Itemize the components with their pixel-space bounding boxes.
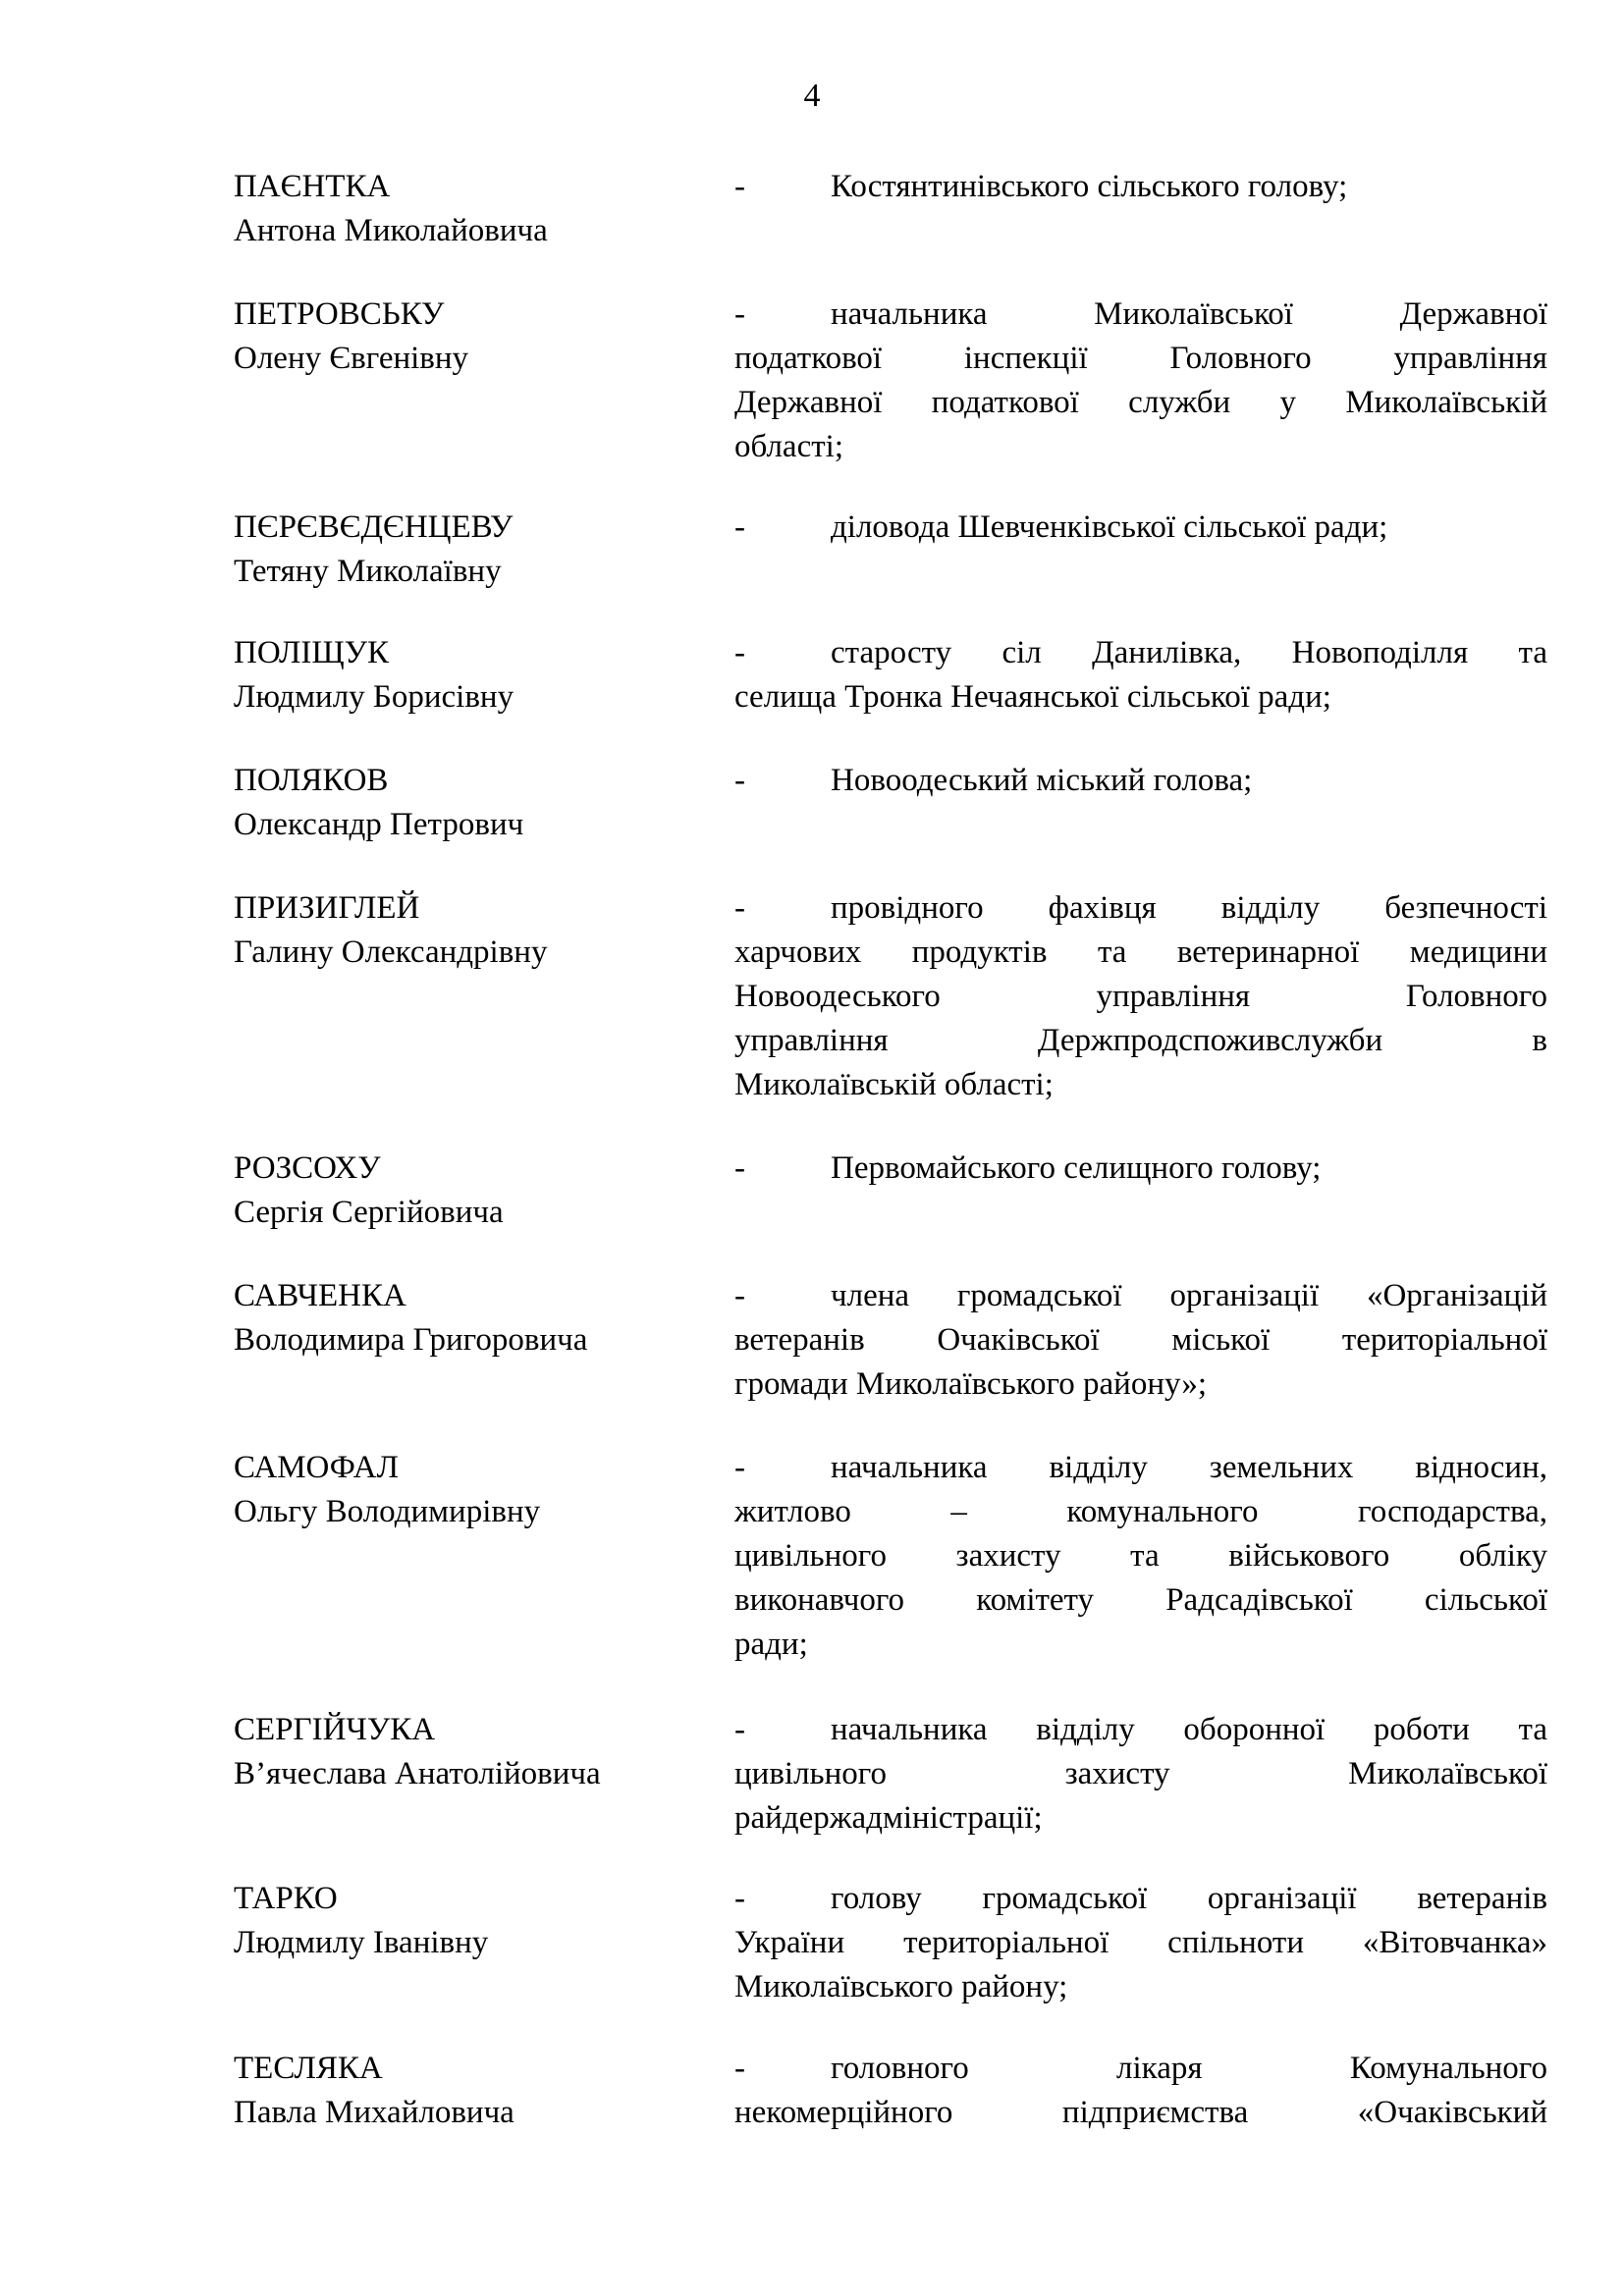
person-name xyxy=(234,2047,725,2135)
dash-separator: - xyxy=(734,1450,745,1485)
surname: ТЕСЛЯКА xyxy=(234,2051,383,2086)
description-line: області; xyxy=(734,429,843,464)
description-line xyxy=(734,506,1547,550)
description-line: цивільного захисту Миколаївської xyxy=(734,1756,1547,1791)
person-name xyxy=(234,759,725,847)
description-line xyxy=(734,631,1547,675)
surname: САМОФАЛ xyxy=(234,1450,399,1485)
description-line: Миколаївського району; xyxy=(734,1969,1068,2004)
description-line xyxy=(734,1877,1547,1921)
dash-separator: - xyxy=(734,1150,745,1186)
description-line: селища Тронка Нечаянської сільської ради; xyxy=(734,679,1331,715)
position-description xyxy=(734,293,1547,469)
given-names: Сергія Сергійовича xyxy=(234,1195,504,1230)
description-text: старосту сіл Данилівка, Новоподілля та xyxy=(831,635,1547,670)
dash-separator: - xyxy=(734,509,745,545)
description-text: діловода Шевченківської сільської ради; xyxy=(831,509,1388,545)
surname: САВЧЕНКА xyxy=(234,1278,406,1313)
description-line: харчових продуктів та ветеринарної медицини xyxy=(734,934,1547,970)
description-line: житлово – комунального господарства, xyxy=(734,1494,1547,1529)
given-names: Володимира Григоровича xyxy=(234,1322,588,1358)
description-line xyxy=(734,759,1547,803)
position-description xyxy=(734,1274,1547,1407)
description-line: Миколаївській області; xyxy=(734,1067,1054,1102)
person-name xyxy=(234,165,725,253)
description-line: податкової інспекції Головного управління xyxy=(734,341,1547,376)
person-name xyxy=(234,506,725,594)
given-names: Антона Миколайовича xyxy=(234,213,548,248)
dash-separator: - xyxy=(734,169,745,204)
position-description xyxy=(734,1446,1547,1667)
description-text: голову громадської організації ветеранів xyxy=(831,1881,1547,1916)
description-line xyxy=(734,2047,1547,2091)
position-description xyxy=(734,1877,1547,2009)
position-description xyxy=(734,631,1547,720)
surname: ПЄРЄВЄДЄНЦЕВУ xyxy=(234,509,514,545)
given-names: Тетяну Миколаївну xyxy=(234,554,502,589)
description-line xyxy=(734,886,1547,931)
surname: ПОЛІЩУК xyxy=(234,635,390,670)
page-number: 4 xyxy=(803,78,821,114)
description-text: Первомайського селищного голову; xyxy=(831,1150,1322,1186)
description-text: Новоодеський міський голова; xyxy=(831,763,1253,798)
person-name xyxy=(234,293,725,381)
description-line: некомерційного підприємства «Очаківський xyxy=(734,2095,1547,2130)
description-line xyxy=(734,165,1547,209)
description-line: Новоодеського управління Головного xyxy=(734,979,1547,1014)
surname: ПОЛЯКОВ xyxy=(234,763,389,798)
description-line: виконавчого комітету Радсадівської сільської xyxy=(734,1582,1547,1618)
dash-separator: - xyxy=(734,890,745,926)
description-text: члена громадської організації «Організацій xyxy=(831,1278,1547,1313)
surname: ПАЄНТКА xyxy=(234,169,391,204)
description-line xyxy=(734,1274,1547,1318)
description-line: ради; xyxy=(734,1627,808,1662)
description-text: начальника відділу оборонної роботи та xyxy=(831,1712,1547,1747)
dash-separator: - xyxy=(734,2051,745,2086)
dash-separator: - xyxy=(734,1278,745,1313)
description-line: ветеранів Очаківської міської територіальної xyxy=(734,1322,1547,1358)
person-name xyxy=(234,1708,725,1796)
description-text: головного лікаря Комунального xyxy=(831,2051,1547,2086)
description-line: громади Миколаївського району»; xyxy=(734,1366,1207,1402)
description-line: Державної податкової служби у Миколаївській xyxy=(734,385,1547,420)
person-name xyxy=(234,886,725,975)
description-line xyxy=(734,1446,1547,1490)
description-text: Костянтинівського сільського голову; xyxy=(831,169,1348,204)
person-name xyxy=(234,1446,725,1534)
position-description xyxy=(734,1147,1547,1191)
given-names: Павла Михайловича xyxy=(234,2095,514,2130)
surname: ПРИЗИГЛЕЙ xyxy=(234,890,420,926)
description-line: райдержадміністрації; xyxy=(734,1800,1043,1836)
dash-separator: - xyxy=(734,1881,745,1916)
description-text: начальника відділу земельних відносин, xyxy=(831,1450,1547,1485)
description-line xyxy=(734,1708,1547,1752)
position-description xyxy=(734,165,1547,209)
dash-separator: - xyxy=(734,296,745,332)
surname: ПЕТРОВСЬКУ xyxy=(234,296,445,332)
person-name xyxy=(234,631,725,720)
person-name xyxy=(234,1274,725,1362)
position-description xyxy=(734,1708,1547,1841)
given-names: Людмилу Іванівну xyxy=(234,1925,489,1960)
given-names: Ольгу Володимирівну xyxy=(234,1494,541,1529)
surname: РОЗСОХУ xyxy=(234,1150,381,1186)
dash-separator: - xyxy=(734,763,745,798)
given-names: Галину Олександрівну xyxy=(234,934,548,970)
description-line: управління Держпродспоживслужби в xyxy=(734,1023,1547,1058)
person-name xyxy=(234,1147,725,1235)
description-line: цивільного захисту та військового обліку xyxy=(734,1538,1547,1574)
position-description xyxy=(734,2047,1547,2135)
given-names: Олександр Петрович xyxy=(234,807,524,842)
given-names: Людмилу Борисівну xyxy=(234,679,514,715)
description-text: начальника Миколаївської Державної xyxy=(831,296,1547,332)
description-line xyxy=(734,1147,1547,1191)
given-names: В’ячеслава Анатолійовича xyxy=(234,1756,601,1791)
position-description xyxy=(734,506,1547,550)
description-line: України територіальної спільноти «Вітовчанка» xyxy=(734,1925,1547,1960)
surname: ТАРКО xyxy=(234,1881,338,1916)
description-text: провідного фахівця відділу безпечності xyxy=(831,890,1547,926)
surname: СЕРГІЙЧУКА xyxy=(234,1712,436,1747)
description-line xyxy=(734,293,1547,337)
person-name xyxy=(234,1877,725,1965)
given-names: Олену Євгенівну xyxy=(234,341,469,376)
dash-separator: - xyxy=(734,635,745,670)
position-description xyxy=(734,759,1547,803)
position-description xyxy=(734,886,1547,1107)
dash-separator: - xyxy=(734,1712,745,1747)
